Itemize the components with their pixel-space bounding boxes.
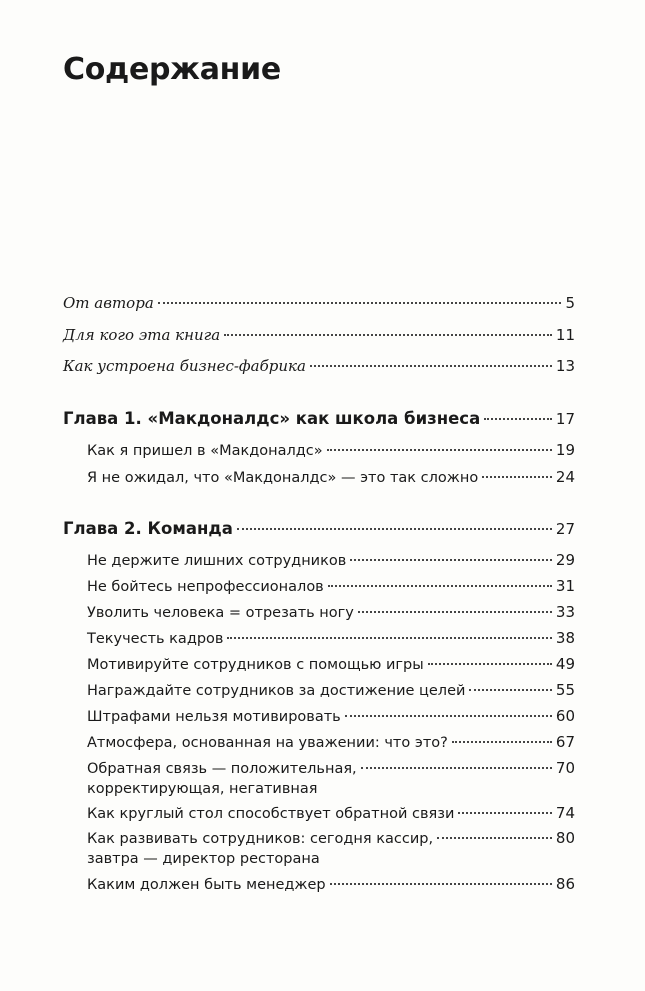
toc-page-number: 55 [555,681,575,699]
toc-section-title: Не держите лишних сотрудников [87,553,347,569]
dot-leader [310,365,552,367]
toc-entry-who-for[interactable] [63,325,575,345]
toc-section-title-line: Обратная связь — положительная, [87,761,357,777]
toc-section[interactable] [87,654,575,675]
toc-section[interactable] [87,732,575,753]
toc-section[interactable] [87,706,575,727]
toc-page-number: 11 [555,326,575,344]
toc-page-number: 29 [555,551,575,569]
dot-leader [458,812,552,814]
toc-section-title-line: корректирующая, негативная [87,781,318,797]
toc-page-number: 13 [555,357,575,375]
toc-entry-title: От автора [63,294,154,312]
toc-section[interactable] [87,680,575,701]
dot-leader [437,837,552,839]
toc-section[interactable] [87,467,575,488]
toc-section-title: Награждайте сотрудников за достижение целей [87,683,466,699]
toc-page-number: 24 [555,468,575,486]
toc-page-number: 86 [555,875,575,893]
toc-section[interactable] [87,440,575,461]
toc-entry-title: Как устроена бизнес-фабрика [63,357,306,375]
dot-leader [469,689,551,691]
dot-leader [158,302,562,304]
toc-section-title: Не бойтесь непрофессионалов [87,579,324,595]
dot-leader [328,585,552,587]
toc-section[interactable] [87,828,575,869]
dot-leader [327,449,552,451]
toc-section[interactable] [87,550,575,571]
toc-section-title: Я не ожидал, что «Макдоналдс» — это так сложно [87,470,479,486]
toc-section-title: Как я пришел в «Макдоналдс» [87,443,323,459]
toc-section-title: Мотивируйте сотрудников с помощью игры [87,657,424,673]
dot-leader [428,663,552,665]
page-title: Содержание [63,52,281,87]
toc-page-number: 27 [555,520,575,538]
toc-section-title: Текучесть кадров [87,631,224,647]
toc-section-title: Атмосфера, основанная на уважении: что это? [87,735,448,751]
toc-section[interactable] [87,602,575,623]
dot-leader [361,767,552,769]
toc-page-number: 74 [555,804,575,822]
toc-page-number: 17 [555,410,575,428]
dot-leader [350,559,552,561]
toc-page-number: 5 [565,294,575,312]
dot-leader [358,611,552,613]
dot-leader [482,476,552,478]
dot-leader [452,741,552,743]
toc-page-number: 19 [555,441,575,459]
toc-section-title: Каким должен быть менеджер [87,877,326,893]
toc-section-title [87,759,357,799]
toc-entry-title: Для кого эта книга [63,326,221,344]
toc-page-number: 33 [555,603,575,621]
dot-leader [227,637,551,639]
toc-section-title: Штрафами нельзя мотивировать [87,709,341,725]
toc-page-number: 70 [555,759,575,777]
dot-leader [330,883,552,885]
dot-leader [484,418,552,420]
toc-section-title-line: Как развивать сотрудников: сегодня кассир, [87,831,434,847]
toc-section[interactable] [87,576,575,597]
toc-entry-business-factory[interactable] [63,356,575,376]
toc-section-title [87,829,433,869]
toc-section[interactable] [87,628,575,649]
toc-section-title: Как круглый стол способствует обратной связи [87,806,455,822]
toc-page-number: 67 [555,733,575,751]
toc-chapter-title: Глава 1. «Макдоналдс» как школа бизнеса [63,409,481,428]
toc-page-number: 49 [555,655,575,673]
toc-section-title-line: завтра — директор ресторана [87,851,320,867]
toc-section[interactable] [87,874,575,895]
toc-chapter-1[interactable] [63,409,575,429]
toc-page-number: 38 [555,629,575,647]
dot-leader [237,528,552,530]
toc-entry-from-author[interactable] [63,293,575,313]
toc-section[interactable] [87,803,575,824]
toc-section-title: Уволить человека = отрезать ногу [87,605,354,621]
dot-leader [345,715,552,717]
toc-chapter-2[interactable] [63,519,575,539]
toc-page-number: 80 [555,829,575,847]
dot-leader [224,334,552,336]
toc-chapter-title: Глава 2. Команда [63,519,233,538]
toc-page-number: 60 [555,707,575,725]
toc-section[interactable] [87,758,575,799]
toc-page-number: 31 [555,577,575,595]
